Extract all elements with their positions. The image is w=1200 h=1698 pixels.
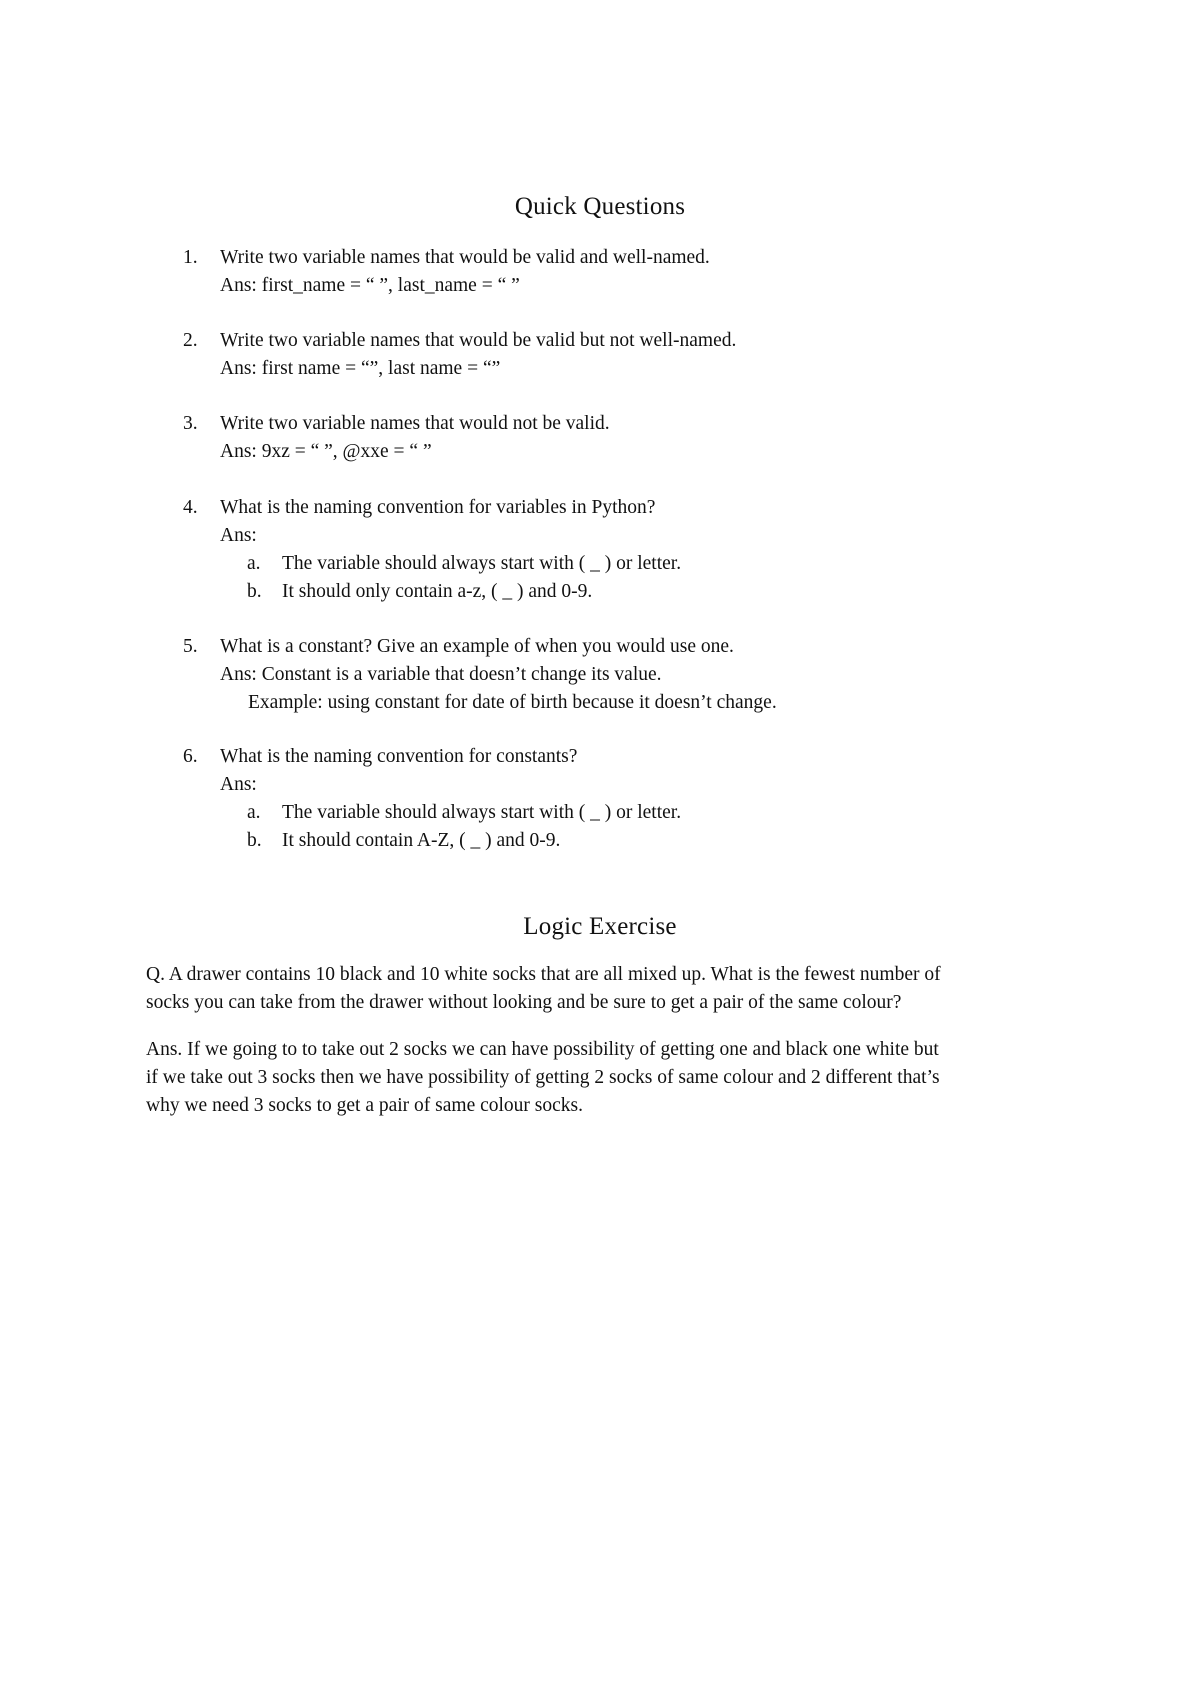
sub-text: The variable should always start with ( _ ) or letter.	[282, 553, 682, 574]
logic-answer-line: if we take out 3 socks then we have possibility of getting 2 socks of same colour and 2 different that’s	[146, 1067, 940, 1088]
question-text: What is the naming convention for variables in Python?	[220, 497, 656, 518]
answer-text: Ans: 9xz = “ ”, @xxe = “ ”	[220, 441, 432, 462]
answer-text: Ans: first_name = “ ”, last_name = “ ”	[220, 275, 520, 296]
sub-answer-a	[220, 799, 682, 827]
question-text: What is a constant? Give an example of when you would use one.	[220, 636, 734, 657]
logic-answer	[146, 1036, 1066, 1120]
sub-text: It should contain A-Z, ( _ ) and 0-9.	[282, 830, 561, 851]
answer-text: Ans: first name = “”, last name = “”	[220, 358, 501, 379]
question-number: 4.	[183, 497, 198, 518]
question-text: Write two variable names that would not be valid.	[220, 413, 610, 434]
sub-text: The variable should always start with ( _ ) or letter.	[282, 802, 682, 823]
sub-answer-b	[220, 827, 577, 855]
logic-question	[146, 961, 1066, 1017]
logic-answer-line: Ans. If we going to to take out 2 socks we can have possibility of getting one and black one white but	[146, 1039, 939, 1060]
answer-text: Ans: Constant is a variable that doesn’t change its value.	[220, 664, 662, 685]
example-text: Example: using constant for date of birth because it doesn’t change.	[248, 692, 777, 713]
sub-answer-a	[220, 550, 682, 578]
sub-label: b.	[247, 830, 262, 851]
question-text: What is the naming convention for constants?	[220, 746, 578, 767]
logic-answer-line: why we need 3 socks to get a pair of same colour socks.	[146, 1095, 584, 1116]
question-number: 3.	[183, 413, 198, 434]
sub-label: a.	[247, 802, 261, 823]
sub-label: a.	[247, 553, 261, 574]
question-number: 6.	[183, 746, 198, 767]
logic-question-line: socks you can take from the drawer without looking and be sure to get a pair of the same colour?	[146, 992, 902, 1013]
question-number: 2.	[183, 330, 198, 351]
question-text: Write two variable names that would be valid but not well-named.	[220, 330, 737, 351]
sub-answer-b	[220, 578, 655, 606]
quick-questions-title: Quick Questions	[514, 193, 686, 220]
sub-text: It should only contain a-z, ( _ ) and 0-9.	[282, 581, 593, 602]
sub-label: b.	[247, 581, 262, 602]
question-number: 5.	[183, 636, 198, 657]
answer-text: Ans:	[220, 774, 257, 795]
question-number: 1.	[183, 247, 198, 268]
logic-exercise-title: Logic Exercise	[523, 913, 677, 940]
question-text: Write two variable names that would be valid and well-named.	[220, 247, 710, 268]
logic-question-line: Q. A drawer contains 10 black and 10 white socks that are all mixed up. What is the fewest number of	[146, 964, 941, 985]
answer-text: Ans:	[220, 525, 257, 546]
